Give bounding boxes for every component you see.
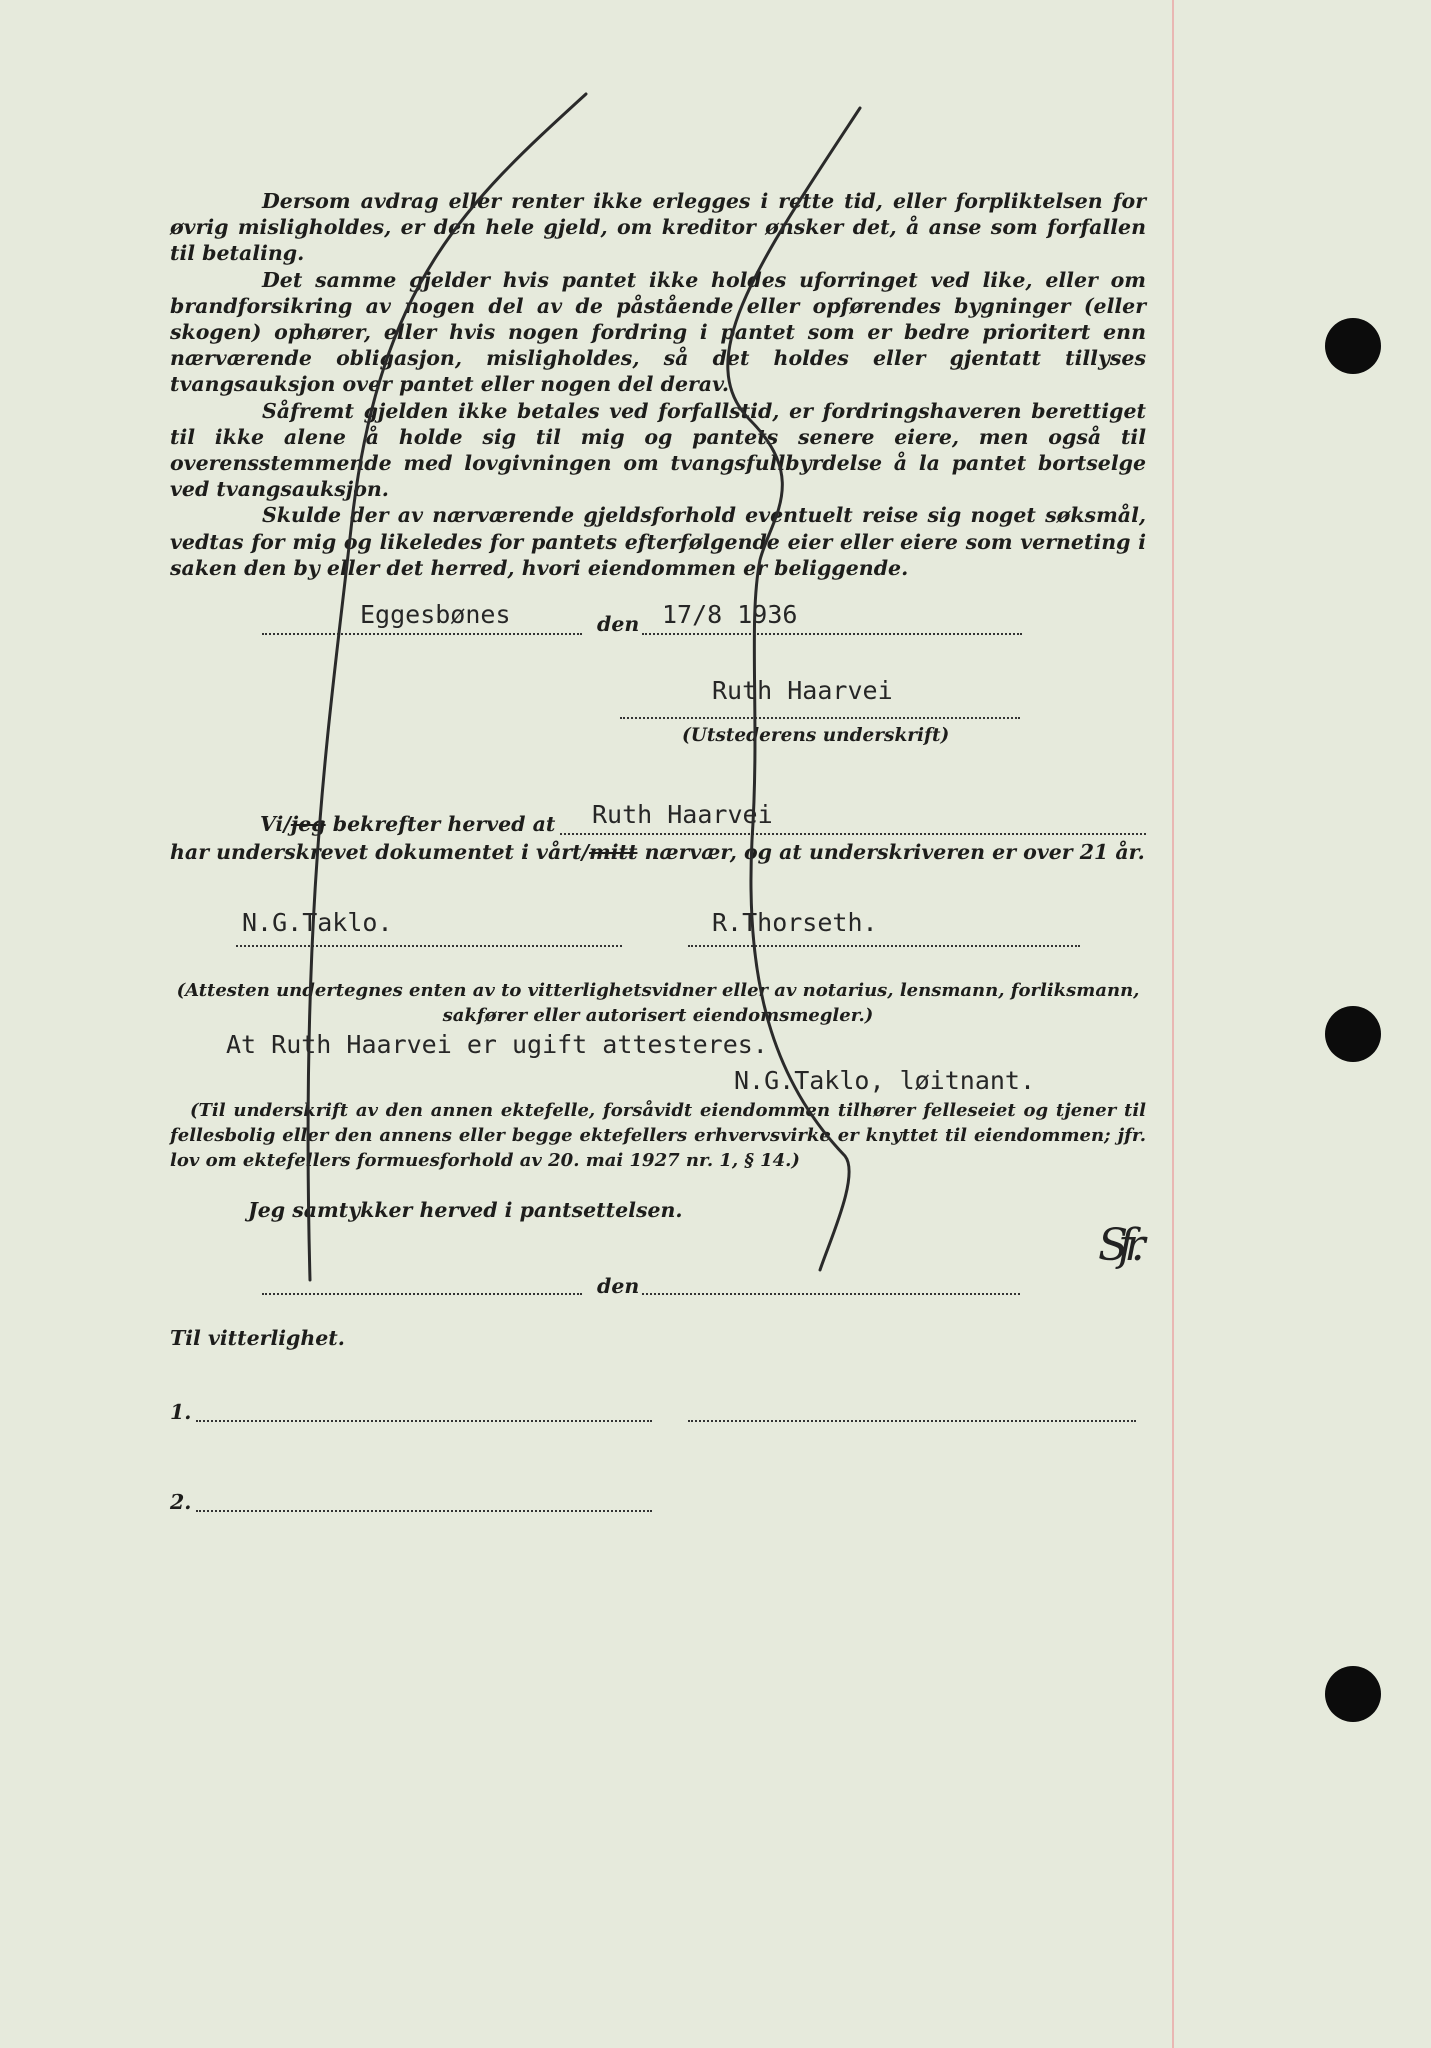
clause-enforcement: Såfremt gjelden ikke betales ved forfallstid, er fordringshaveren berettiget til ikke alene å holde sig til mig og pantets senere eiere, men også til overensstemmende med lovgivningen om tvangsfullbyrdelse å la pantet bortselge ved tvangsauksjon. (170, 398, 1146, 502)
cancellation-stroke (308, 94, 586, 1280)
spouse-den-label: den (597, 1274, 640, 1298)
clause-default: Dersom avdrag eller renter ikke erlegges i rette tid, eller forpliktelsen for øvrig misligholdes, er den hele gjeld, om kreditor ønsker det, å anse som forfallen til betaling. (170, 189, 1146, 266)
clause-venue: Skulde der av nærværende gjeldsforhold eventuelt reise sig noget søksmål, vedtas for mig og likeledes for pantets efterfølgende eier eller eiere som verneting i saken den by eller det herred, hvori eiendommen er beliggende. (170, 503, 1146, 580)
spouse-consent: Jeg samtykker herved i pantsettelsen. (248, 1198, 683, 1222)
witness-number-2: 2. (170, 1490, 192, 1514)
witness-prefix: Vi/ (260, 812, 291, 836)
witness-note: (Attesten undertegnes enten av to vitterlighetsvidner eller av notarius, lensmann, forliksmann, sakfører eller autorisert eiendomsmegler.) (176, 980, 1140, 1026)
den-label: den (597, 612, 640, 636)
witnessed-name: Ruth Haarvei (592, 800, 773, 829)
spouse-note: (Til underskrift av den annen ektefelle, forsåvidt eiendommen tilhører felleseiet og tjener til fellesbolig eller den annens eller begge ektefellers erhvervsvirke er knyttet til eiendommen; jfr. lov om ektefellers formuesforhold av 20. mai 1927 nr. 1, § 14.) (170, 1100, 1146, 1171)
signing-place: Eggesbønes (360, 600, 511, 629)
attestation-signer: N.G.Taklo, løitnant. (734, 1066, 1036, 1095)
witness-line2-a: har underskrevet dokumentet i vårt/ (170, 840, 590, 864)
attestation-line: At Ruth Haarvei er ugift attesteres. (226, 1030, 768, 1059)
clause-insurance: Det samme gjelder hvis pantet ikke holdes uforringet ved like, eller om brandforsikring av nogen del av de påstående eller opførendes bygninger (eller skogen) ophører, eller hvis nogen fordring i pantet som er bedre prioritert enn nærværende obligasjon, misligholdes, så det holdes eller gjentatt tillyses tvangsauksjon over pantet eller nogen del derav. (170, 267, 1146, 397)
issuer-signature: Ruth Haarvei (712, 676, 893, 705)
witness-number-1: 1. (170, 1400, 192, 1424)
struck-jeg: jeg (290, 812, 326, 836)
cancellation-stroke (728, 108, 860, 1270)
struck-mitt: mitt (589, 840, 638, 864)
witness-one-signature: N.G.Taklo. (242, 908, 393, 937)
witness-line1: bekrefter herved at (332, 812, 556, 836)
witness-two-signature: R.Thorseth. (712, 908, 878, 937)
issuer-caption: (Utstederens underskrift) (682, 725, 950, 746)
initials-mark: Sfr. (1098, 1220, 1135, 1271)
witness-line2-b: nærvær, og at underskriveren er over 21 år. (644, 840, 1145, 864)
signing-date: 17/8 1936 (662, 600, 798, 629)
vitterlighet-heading: Til vitterlighet. (170, 1326, 345, 1350)
